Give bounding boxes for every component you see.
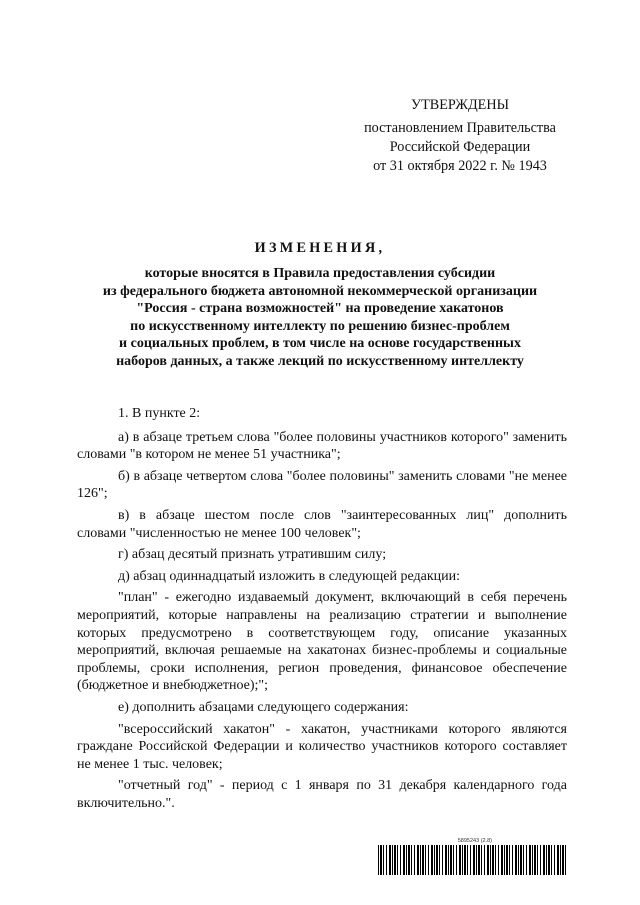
paragraph-e: е) дополнить абзацами следующего содержания: bbox=[118, 699, 409, 715]
document-subtitle bbox=[70, 265, 570, 371]
approval-block bbox=[340, 96, 580, 176]
subtitle-line: которые вносятся в Правила предоставления субсидии bbox=[144, 266, 496, 281]
paragraph-a: а) в абзаце третьем слова "более половины участников которого" заменить словами "в котором не менее 51 участника"; bbox=[77, 429, 567, 463]
subtitle-line: наборов данных, а также лекций по искусственному интеллекту bbox=[116, 353, 524, 369]
paragraph-v: в) в абзаце шестом после слов "заинтересованных лиц" дополнить словами "численностью не менее 100 человек"; bbox=[77, 507, 567, 541]
barcode bbox=[378, 845, 568, 875]
subtitle-line: по искусственному интеллекту по решению бизнес-проблем bbox=[130, 318, 510, 334]
subtitle-line: "Россия - страна возможностей" на проведение хакатонов bbox=[136, 301, 504, 317]
paragraph-d: д) абзац одиннадцатый изложить в следующей редакции: bbox=[118, 568, 461, 584]
approval-heading: УТВЕРЖДЕНЫ bbox=[411, 97, 509, 113]
paragraph-hackathon: "всероссийский хакатон" - хакатон, участниками которого являются граждане Российской Федерации и количество участников которого составляет не менее 1 тыс. человек; bbox=[77, 721, 567, 772]
registration-stamp bbox=[378, 838, 568, 882]
approval-line: постановлением Правительства bbox=[364, 120, 556, 136]
paragraph-report-year: "отчетный год" - период с 1 января по 31 декабря календарного года включительно.". bbox=[77, 778, 567, 811]
stamp-code: 5895243 (2.8) bbox=[457, 838, 492, 844]
paragraph-g: г) абзац десятый признать утратившим силу; bbox=[118, 547, 387, 563]
approval-line: Российской Федерации bbox=[389, 139, 531, 155]
paragraph-plan: "план" - ежегодно издаваемый документ, включающий в себя перечень мероприятий, которые направлены на реализацию стратегии и выполнение которых предусмотрено в соответствующем году, описание указанных мероприятий, включая решаемые на хакатонах бизнес-проблемы и социальные проблемы, сроки исполнения, регион проведения, финансовое обеспечение (бюджетное и внебюджетное);"; bbox=[77, 590, 567, 694]
subtitle-line: и социальных проблем, в том числе на основе государственных bbox=[119, 336, 521, 352]
approval-line: от 31 октября 2022 г. № 1943 bbox=[373, 158, 547, 174]
document-body bbox=[77, 405, 567, 812]
paragraph-point-1: 1. В пункте 2: bbox=[118, 406, 201, 421]
document-title: ИЗМЕНЕНИЯ, bbox=[254, 240, 386, 256]
paragraph-b: б) в абзаце четвертом слова "более половины" заменить словами "не менее 126"; bbox=[77, 468, 567, 502]
subtitle-line: из федерального бюджета автономной некоммерческой организации bbox=[102, 283, 538, 299]
